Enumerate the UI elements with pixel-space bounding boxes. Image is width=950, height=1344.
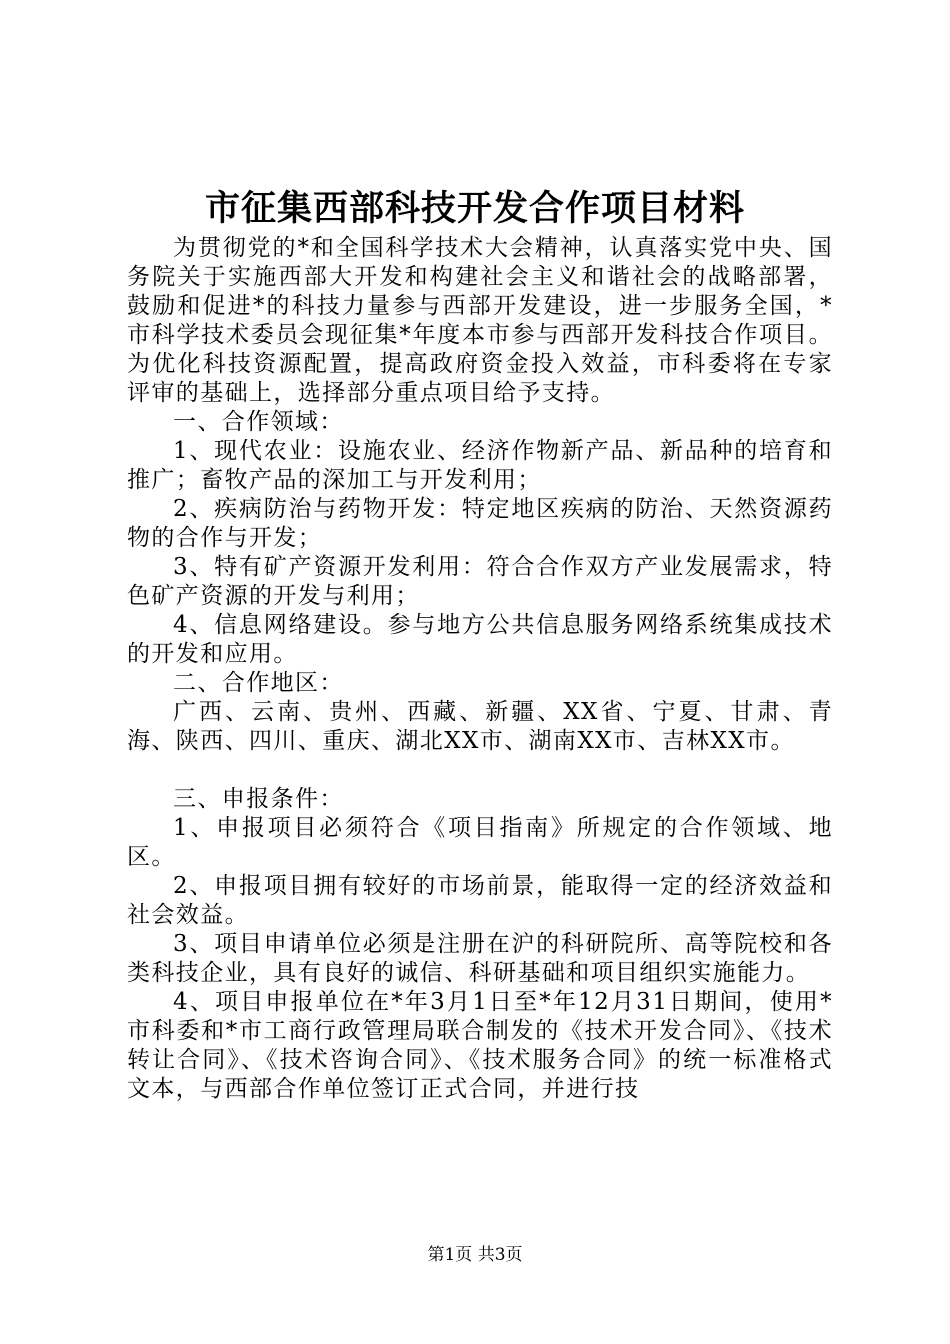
section-heading-application-conditions: 三、申报条件： <box>173 786 344 812</box>
section-heading-cooperation-regions: 二、合作地区： <box>173 670 344 696</box>
page-number-footer: 第1页 共3页 <box>427 1245 523 1265</box>
regions-list: 广西、云南、贵州、西藏、新疆、XX省、宁夏、甘肃、青海、陕西、四川、重庆、湖北XX市、湖南XX市、吉林XX市。 <box>127 699 833 754</box>
document-title: 市征集西部科技开发合作项目材料 <box>204 188 745 229</box>
list-item-information-network: 4、信息网络建设。参与地方公共信息服务网络系统集成技术的开发和应用。 <box>127 612 833 667</box>
document-body <box>127 234 833 1104</box>
list-item-disease-prevention: 2、疾病防治与药物开发：特定地区疾病的防治、天然资源药物的合作与开发； <box>127 496 833 551</box>
list-item-mineral-resources: 3、特有矿产资源开发利用：符合合作双方产业发展需求，特色矿产资源的开发与利用； <box>127 554 833 609</box>
intro-paragraph: 为贯彻党的*和全国科学技术大会精神，认真落实党中央、国务院关于实施西部大开发和构建社会主义和谐社会的战略部署，鼓励和促进*的科技力量参与西部开发建设，进一步服务全国，*市科学技术委员会现征集*年度本市参与西部开发科技合作项目。为优化科技资源配置，提高政府资金投入效益，市科委将在专家评审的基础上，选择部分重点项目给予支持。 <box>127 235 833 406</box>
condition-item-1: 1、申报项目必须符合《项目指南》所规定的合作领域、地区。 <box>127 815 833 870</box>
list-item-modern-agriculture: 1、现代农业：设施农业、经济作物新产品、新品种的培育和推广；畜牧产品的深加工与开发利用； <box>127 438 833 493</box>
section-heading-cooperation-fields: 一、合作领域： <box>173 409 344 435</box>
condition-item-4: 4、项目申报单位在*年3月1日至*年12月31日期间，使用*市科委和*市工商行政管理局联合制发的《技术开发合同》、《技术转让合同》、《技术咨询合同》、《技术服务合同》的统一标准格式文本，与西部合作单位签订正式合同，并进行技 <box>127 989 833 1102</box>
condition-item-3: 3、项目申请单位必须是注册在沪的科研院所、高等院校和各类科技企业，具有良好的诚信、科研基础和项目组织实施能力。 <box>127 931 833 986</box>
condition-item-2: 2、申报项目拥有较好的市场前景，能取得一定的经济效益和社会效益。 <box>127 873 833 928</box>
